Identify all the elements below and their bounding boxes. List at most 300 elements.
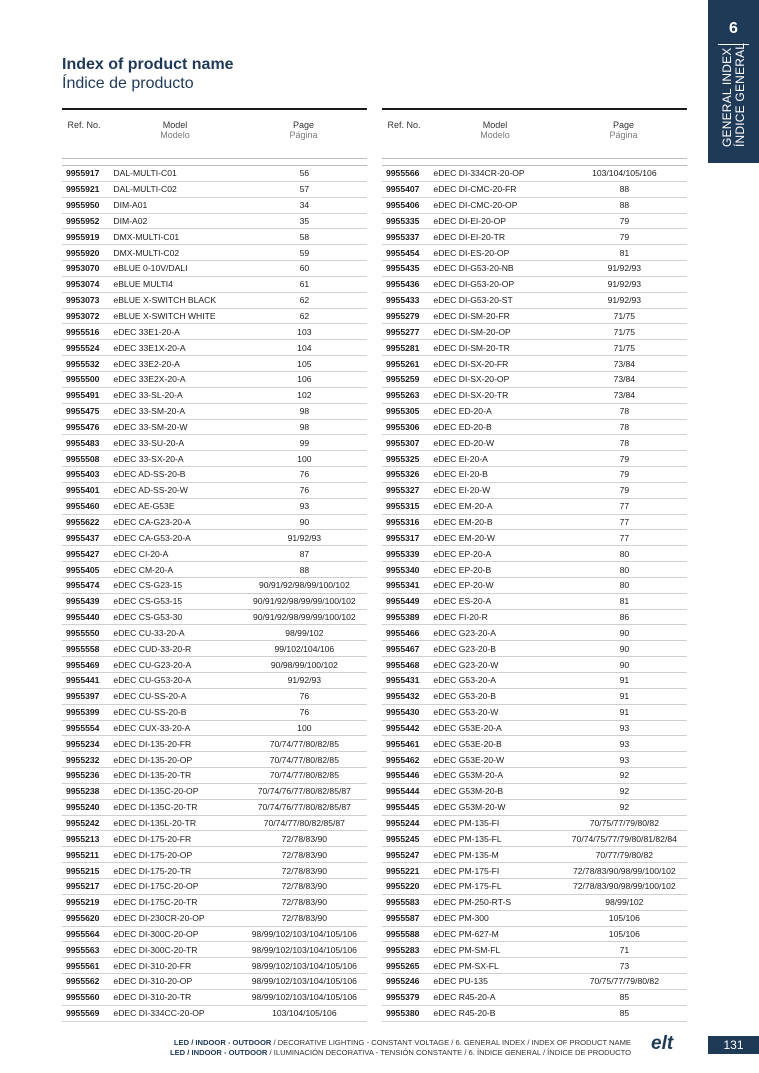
page-ref: 90/91/92/98/99/99/100/102 xyxy=(252,596,356,607)
page-ref: 58 xyxy=(299,231,310,242)
table-row xyxy=(62,752,367,768)
page-ref: 92 xyxy=(619,802,630,813)
page-ref: 100 xyxy=(297,722,312,733)
table-row xyxy=(62,784,367,800)
table-row xyxy=(382,198,687,214)
table-row xyxy=(382,863,687,879)
header-page-es: Página xyxy=(609,130,638,140)
ref-number: 9955379 xyxy=(386,992,420,1003)
page-ref: 79 xyxy=(619,231,630,242)
page-ref: 76 xyxy=(299,469,310,480)
table-row xyxy=(62,404,367,420)
table-row xyxy=(62,562,367,578)
table-header-gap xyxy=(62,159,367,166)
page-ref: 98 xyxy=(299,406,310,417)
model-name: eDEC PM-250-RT-S xyxy=(433,897,512,908)
table-row xyxy=(62,356,367,372)
table-row xyxy=(62,768,367,784)
model-name: eBLUE MULTI4 xyxy=(113,279,173,290)
model-name: eDEC CM-20-A xyxy=(113,564,174,575)
page-ref: 76 xyxy=(299,707,310,718)
model-name: eDEC DI-135C-20-OP xyxy=(113,786,199,797)
page-ref: 61 xyxy=(299,279,310,290)
model-name: eDEC PM-135-FL xyxy=(433,833,502,844)
table-row xyxy=(62,483,367,499)
table-row xyxy=(382,942,687,958)
ref-number: 9955401 xyxy=(66,485,100,496)
table-row xyxy=(62,261,367,277)
ref-number: 9955265 xyxy=(386,960,420,971)
model-name: eDEC 33E1-20-A xyxy=(113,326,180,337)
model-name: eDEC 33-SX-20-A xyxy=(113,453,184,464)
page-ref: 88 xyxy=(619,200,630,211)
page-ref: 73/84 xyxy=(613,358,636,369)
page-ref: 71/75 xyxy=(613,342,636,353)
model-name: eDEC CU-SS-20-B xyxy=(113,707,187,718)
table-row xyxy=(62,721,367,737)
ref-number: 9955920 xyxy=(66,247,100,258)
ref-number: 9955211 xyxy=(66,849,99,860)
ref-number: 9955439 xyxy=(66,596,100,607)
ref-number: 9955440 xyxy=(66,612,100,623)
model-name: eDEC DI-300C-20-TR xyxy=(113,944,198,955)
section-number: 6 xyxy=(729,20,738,37)
model-name: eDEC DI-300C-20-OP xyxy=(113,928,199,939)
page-ref: 91/92/93 xyxy=(607,279,642,290)
model-name: eDEC DI-230CR-20-OP xyxy=(113,913,205,924)
model-name: eDEC ED-20-W xyxy=(433,437,495,448)
page-ref: 80 xyxy=(619,564,630,575)
page-ref: 93 xyxy=(619,722,630,733)
page-ref: 70/74/77/80/82/85 xyxy=(269,738,339,749)
table-header-gap xyxy=(382,159,687,166)
footer-breadcrumb xyxy=(170,1038,631,1058)
table-row xyxy=(382,689,687,705)
model-name: eDEC DI-310-20-OP xyxy=(113,976,193,987)
ref-number: 9955317 xyxy=(386,532,420,543)
page-ref: 80 xyxy=(619,580,630,591)
page-ref: 99/102/104/106 xyxy=(274,643,335,654)
ref-number: 9955462 xyxy=(386,754,420,765)
model-name: eDEC DI-SM-20-OP xyxy=(433,326,511,337)
model-name: eDEC DI-334CR-20-OP xyxy=(433,168,525,179)
table-row xyxy=(62,245,367,261)
table-row xyxy=(382,499,687,515)
model-name: eDEC CA-G23-20-A xyxy=(113,516,191,527)
ref-number: 9955431 xyxy=(386,675,420,686)
table-row xyxy=(382,800,687,816)
ref-number: 9955341 xyxy=(386,580,420,591)
page-ref: 90/91/92/98/99/99/100/102 xyxy=(252,612,356,623)
model-name: eDEC PM-175-FL xyxy=(433,881,502,892)
table-row xyxy=(62,277,367,293)
model-name: eDEC R45-20-A xyxy=(433,992,496,1003)
page-ref: 105/106 xyxy=(608,928,640,939)
model-name: eDEC G53-20-W xyxy=(433,707,499,718)
page-ref: 34 xyxy=(299,200,310,211)
page-ref: 73/84 xyxy=(613,374,636,385)
table-row xyxy=(382,784,687,800)
page-ref: 85 xyxy=(619,1008,630,1019)
table-row xyxy=(62,895,367,911)
ref-number: 9955622 xyxy=(66,516,100,527)
table-row xyxy=(382,546,687,562)
ref-number: 9955219 xyxy=(66,897,100,908)
ref-number: 9955532 xyxy=(66,358,100,369)
model-name: eDEC PM-627-M xyxy=(433,928,499,939)
page-ref: 93 xyxy=(619,754,630,765)
header-page xyxy=(560,120,687,140)
page-ref: 103 xyxy=(297,326,312,337)
ref-number: 9955399 xyxy=(66,707,100,718)
page-ref: 79 xyxy=(619,485,630,496)
ref-number: 9955213 xyxy=(66,833,100,844)
table-row xyxy=(382,895,687,911)
ref-number: 9955407 xyxy=(386,184,420,195)
page-ref: 72/78/83/90/98/99/100/102 xyxy=(572,865,676,876)
ref-number: 9955475 xyxy=(66,406,100,417)
ref-number: 9955305 xyxy=(386,406,420,417)
table-row xyxy=(62,309,367,325)
page-ref: 62 xyxy=(299,295,310,306)
ref-number: 9955620 xyxy=(66,913,100,924)
ref-number: 9955919 xyxy=(66,231,100,242)
page-ref: 73/84 xyxy=(613,390,636,401)
model-name: eDEC CA-G53-20-A xyxy=(113,532,191,543)
table-row xyxy=(382,372,687,388)
table-row xyxy=(62,594,367,610)
table-row xyxy=(62,942,367,958)
ref-number: 9955469 xyxy=(66,659,100,670)
ref-number: 9955406 xyxy=(386,200,420,211)
header-model-es: Modelo xyxy=(480,130,510,140)
footer-path: / ILUMINACIÓN DECORATIVA - TENSIÓN CONSTANTE / 6. ÍNDICE GENERAL / ÍNDICE DE PRODUCTO xyxy=(267,1048,631,1057)
model-name: eDEC CU-G53-20-A xyxy=(113,675,192,686)
page-ref: 70/74/77/80/82/85 xyxy=(269,770,339,781)
ref-number: 9955389 xyxy=(386,612,420,623)
footer-line-es xyxy=(170,1048,631,1058)
page-ref: 72/78/83/90 xyxy=(281,849,328,860)
page-ref: 91 xyxy=(619,707,630,718)
ref-number: 9955588 xyxy=(386,928,420,939)
page-ref: 88 xyxy=(619,184,630,195)
ref-number: 9955403 xyxy=(66,469,100,480)
ref-number: 9955437 xyxy=(66,532,100,543)
table-row xyxy=(62,324,367,340)
page-ref: 93 xyxy=(299,501,310,512)
page-ref: 70/74/75/77/79/80/81/82/84 xyxy=(571,833,677,844)
ref-number: 9955215 xyxy=(66,865,100,876)
page-ref: 100 xyxy=(297,453,312,464)
ref-number: 9955550 xyxy=(66,627,100,638)
ref-number: 9955563 xyxy=(66,944,100,955)
model-name: eDEC AE-G53E xyxy=(113,501,175,512)
model-name: eDEC PU-135 xyxy=(433,976,488,987)
page-ref: 72/78/83/90 xyxy=(281,897,328,908)
table-row xyxy=(62,990,367,1006)
model-name: eDEC CUD-33-20-R xyxy=(113,643,192,654)
ref-number: 9955950 xyxy=(66,200,100,211)
page-ref: 56 xyxy=(299,168,310,179)
model-name: eDEC G53E-20-A xyxy=(433,722,502,733)
page-ref: 91 xyxy=(619,691,630,702)
page-ref: 76 xyxy=(299,485,310,496)
index-table-left xyxy=(62,108,367,1022)
ref-number: 9955220 xyxy=(386,881,420,892)
ref-number: 9955432 xyxy=(386,691,420,702)
ref-number: 9955436 xyxy=(386,279,420,290)
table-row xyxy=(382,182,687,198)
model-name: eDEC DI-SX-20-FR xyxy=(433,358,509,369)
page-ref: 104 xyxy=(297,342,312,353)
model-name: eDEC CS-G53-30 xyxy=(113,612,183,623)
page-ref: 72/78/83/90 xyxy=(281,833,328,844)
page-ref: 72/78/83/90 xyxy=(281,913,328,924)
page-ref: 90/98/99/100/102 xyxy=(270,659,338,670)
page-ref: 70/74/76/77/80/82/85/87 xyxy=(257,786,351,797)
table-row xyxy=(62,705,367,721)
table-row xyxy=(382,610,687,626)
ref-number: 9955566 xyxy=(386,168,420,179)
table-header xyxy=(62,110,367,159)
ref-number: 9955474 xyxy=(66,580,100,591)
ref-number: 9955236 xyxy=(66,770,100,781)
table-row xyxy=(382,847,687,863)
ref-number: 9953074 xyxy=(66,279,100,290)
model-name: eDEC ES-20-A xyxy=(433,596,492,607)
table-row xyxy=(382,404,687,420)
page-ref: 71 xyxy=(619,944,630,955)
model-name: eBLUE X-SWITCH WHITE xyxy=(113,311,216,322)
ref-number: 9955307 xyxy=(386,437,420,448)
model-name: eDEC DI-CMC-20-FR xyxy=(433,184,517,195)
footer-line-en xyxy=(170,1038,631,1048)
header-ref: Ref. No. xyxy=(67,120,101,130)
header-model-en: Model xyxy=(482,120,508,130)
model-name: eDEC DI-175C-20-TR xyxy=(113,897,198,908)
ref-number: 9955242 xyxy=(66,818,100,829)
header-model xyxy=(110,120,240,140)
model-name: eDEC DI-CMC-20-OP xyxy=(433,200,518,211)
page-ref: 79 xyxy=(619,469,630,480)
model-name: eDEC FI-20-R xyxy=(433,612,488,623)
page-ref: 90 xyxy=(299,516,310,527)
table-row xyxy=(382,879,687,895)
model-name: eDEC G53M-20-A xyxy=(433,770,504,781)
page-ref: 91/92/93 xyxy=(287,532,322,543)
ref-number: 9955339 xyxy=(386,548,420,559)
model-name: eDEC G23-20-B xyxy=(433,643,496,654)
page-ref: 90 xyxy=(619,627,630,638)
table-row xyxy=(62,927,367,943)
table-row xyxy=(382,483,687,499)
model-name: eDEC G53M-20-B xyxy=(433,786,504,797)
page-ref: 70/74/76/77/80/82/85/87 xyxy=(257,802,351,813)
table-row xyxy=(382,229,687,245)
table-row xyxy=(62,388,367,404)
table-row xyxy=(382,166,687,182)
ref-number: 9955468 xyxy=(386,659,420,670)
page-ref: 80 xyxy=(619,548,630,559)
page-ref: 87 xyxy=(299,548,310,559)
model-name: eDEC DI-135-20-OP xyxy=(113,754,193,765)
table-row xyxy=(62,958,367,974)
table-row xyxy=(382,705,687,721)
ref-number: 9955561 xyxy=(66,960,100,971)
page-ref: 99 xyxy=(299,437,310,448)
section-label-en: GENERAL INDEX xyxy=(720,47,734,147)
model-name: eDEC EI-20-W xyxy=(433,485,491,496)
model-name: eDEC CS-G53-15 xyxy=(113,596,183,607)
page-ref: 88 xyxy=(299,564,310,575)
model-name: DMX-MULTI-C01 xyxy=(113,231,180,242)
table-row xyxy=(382,641,687,657)
ref-number: 9955259 xyxy=(386,374,420,385)
ref-number: 9955524 xyxy=(66,342,100,353)
header-page xyxy=(240,120,367,140)
ref-number: 9955569 xyxy=(66,1008,100,1019)
model-name: eDEC PM-175-FI xyxy=(433,865,500,876)
ref-number: 9955461 xyxy=(386,738,420,749)
page-ref: 60 xyxy=(299,263,310,274)
ref-number: 9955380 xyxy=(386,1008,420,1019)
model-name: eDEC ED-20-B xyxy=(433,421,492,432)
page-ref: 98/99/102 xyxy=(285,627,324,638)
table-row xyxy=(382,340,687,356)
ref-number: 9955244 xyxy=(386,818,420,829)
header-page-es: Página xyxy=(289,130,318,140)
table-row xyxy=(62,831,367,847)
page-ref: 98/99/102 xyxy=(605,897,644,908)
model-name: eDEC CUX-33-20-A xyxy=(113,722,191,733)
ref-number: 9955562 xyxy=(66,976,100,987)
page-ref: 85 xyxy=(619,992,630,1003)
ref-number: 9955337 xyxy=(386,231,420,242)
model-name: DIM-A02 xyxy=(113,215,148,226)
table-row xyxy=(62,182,367,198)
ref-number: 9955587 xyxy=(386,913,420,924)
table-row xyxy=(62,293,367,309)
ref-number: 9955446 xyxy=(386,770,420,781)
ref-number: 9955277 xyxy=(386,326,420,337)
table-row xyxy=(62,610,367,626)
table-row xyxy=(382,467,687,483)
model-name: DAL-MULTI-C02 xyxy=(113,184,177,195)
page-ref: 93 xyxy=(619,738,630,749)
table-row xyxy=(382,990,687,1006)
page-ref: 105/106 xyxy=(608,913,640,924)
model-name: eDEC DI-175-20-OP xyxy=(113,849,193,860)
page-ref: 90 xyxy=(619,643,630,654)
table-row xyxy=(382,420,687,436)
model-name: eDEC DI-135-20-TR xyxy=(113,770,192,781)
table-row xyxy=(382,752,687,768)
ref-number: 9955483 xyxy=(66,437,100,448)
table-row xyxy=(62,879,367,895)
ref-number: 9955441 xyxy=(66,675,100,686)
table-row xyxy=(382,530,687,546)
elt-logo: elt xyxy=(651,1033,674,1054)
table-row xyxy=(62,689,367,705)
table-row xyxy=(382,657,687,673)
ref-number: 9955279 xyxy=(386,311,420,322)
ref-number: 9955558 xyxy=(66,643,100,654)
ref-number: 9955221 xyxy=(386,865,420,876)
index-table-right xyxy=(382,108,687,1022)
model-name: eDEC DI-135L-20-TR xyxy=(113,818,197,829)
ref-number: 9955433 xyxy=(386,295,420,306)
table-row xyxy=(382,293,687,309)
ref-number: 9953070 xyxy=(66,263,100,274)
page-ref: 90 xyxy=(619,659,630,670)
table-row xyxy=(62,530,367,546)
table-row xyxy=(62,515,367,531)
table-row xyxy=(382,625,687,641)
table-row xyxy=(382,831,687,847)
model-name: eBLUE X-SWITCH BLACK xyxy=(113,295,217,306)
page-ref: 35 xyxy=(299,215,310,226)
page-ref: 91/92/93 xyxy=(287,675,322,686)
model-name: eDEC DI-135-20-FR xyxy=(113,738,192,749)
model-name: eDEC EM-20-A xyxy=(433,501,493,512)
model-name: eDEC 33-SL-20-A xyxy=(113,390,183,401)
table-row xyxy=(62,451,367,467)
page-ref: 98 xyxy=(299,421,310,432)
table-row xyxy=(62,372,367,388)
model-name: eDEC PM-SM-FL xyxy=(433,944,501,955)
footer-brand: LED / INDOOR - OUTDOOR xyxy=(173,1038,272,1047)
model-name: eDEC DI-SX-20-OP xyxy=(433,374,510,385)
page-ref: 72/78/83/90 xyxy=(281,881,328,892)
ref-number: 9955554 xyxy=(66,722,100,733)
page-ref: 79 xyxy=(619,215,630,226)
page-ref: 72/78/83/90 xyxy=(281,865,328,876)
header-model xyxy=(430,120,560,140)
ref-number: 9955316 xyxy=(386,516,420,527)
model-name: eDEC EP-20-W xyxy=(433,580,494,591)
table-row xyxy=(62,214,367,230)
model-name: eDEC CU-SS-20-A xyxy=(113,691,187,702)
model-name: eDEC 33E2X-20-A xyxy=(113,374,186,385)
model-name: eDEC DI-EI-20-TR xyxy=(433,231,506,242)
model-name: eDEC 33-SU-20-A xyxy=(113,437,185,448)
page-ref: 98/99/102/103/104/105/106 xyxy=(251,992,357,1003)
ref-number: 9953073 xyxy=(66,295,100,306)
model-name: DIM-A01 xyxy=(113,200,148,211)
model-name: eDEC DI-175C-20-OP xyxy=(113,881,199,892)
table-row xyxy=(62,546,367,562)
ref-number: 9955445 xyxy=(386,802,420,813)
header-model-es: Modelo xyxy=(160,130,190,140)
table-row xyxy=(382,451,687,467)
ref-number: 9955340 xyxy=(386,564,420,575)
model-name: eDEC DI-175-20-FR xyxy=(113,833,192,844)
table-row xyxy=(382,578,687,594)
ref-number: 9955467 xyxy=(386,643,420,654)
ref-number: 9955327 xyxy=(386,485,420,496)
ref-number: 9955516 xyxy=(66,326,100,337)
page-ref: 81 xyxy=(619,247,630,258)
model-name: eDEC DI-G53-20-NB xyxy=(433,263,514,274)
ref-number: 9955427 xyxy=(66,548,100,559)
model-name: eDEC PM-300 xyxy=(433,913,489,924)
model-name: eDEC CS-G23-15 xyxy=(113,580,183,591)
page-ref: 91 xyxy=(619,675,630,686)
ref-number: 9955283 xyxy=(386,944,420,955)
table-row xyxy=(382,768,687,784)
table-row xyxy=(62,974,367,990)
table-row xyxy=(382,673,687,689)
